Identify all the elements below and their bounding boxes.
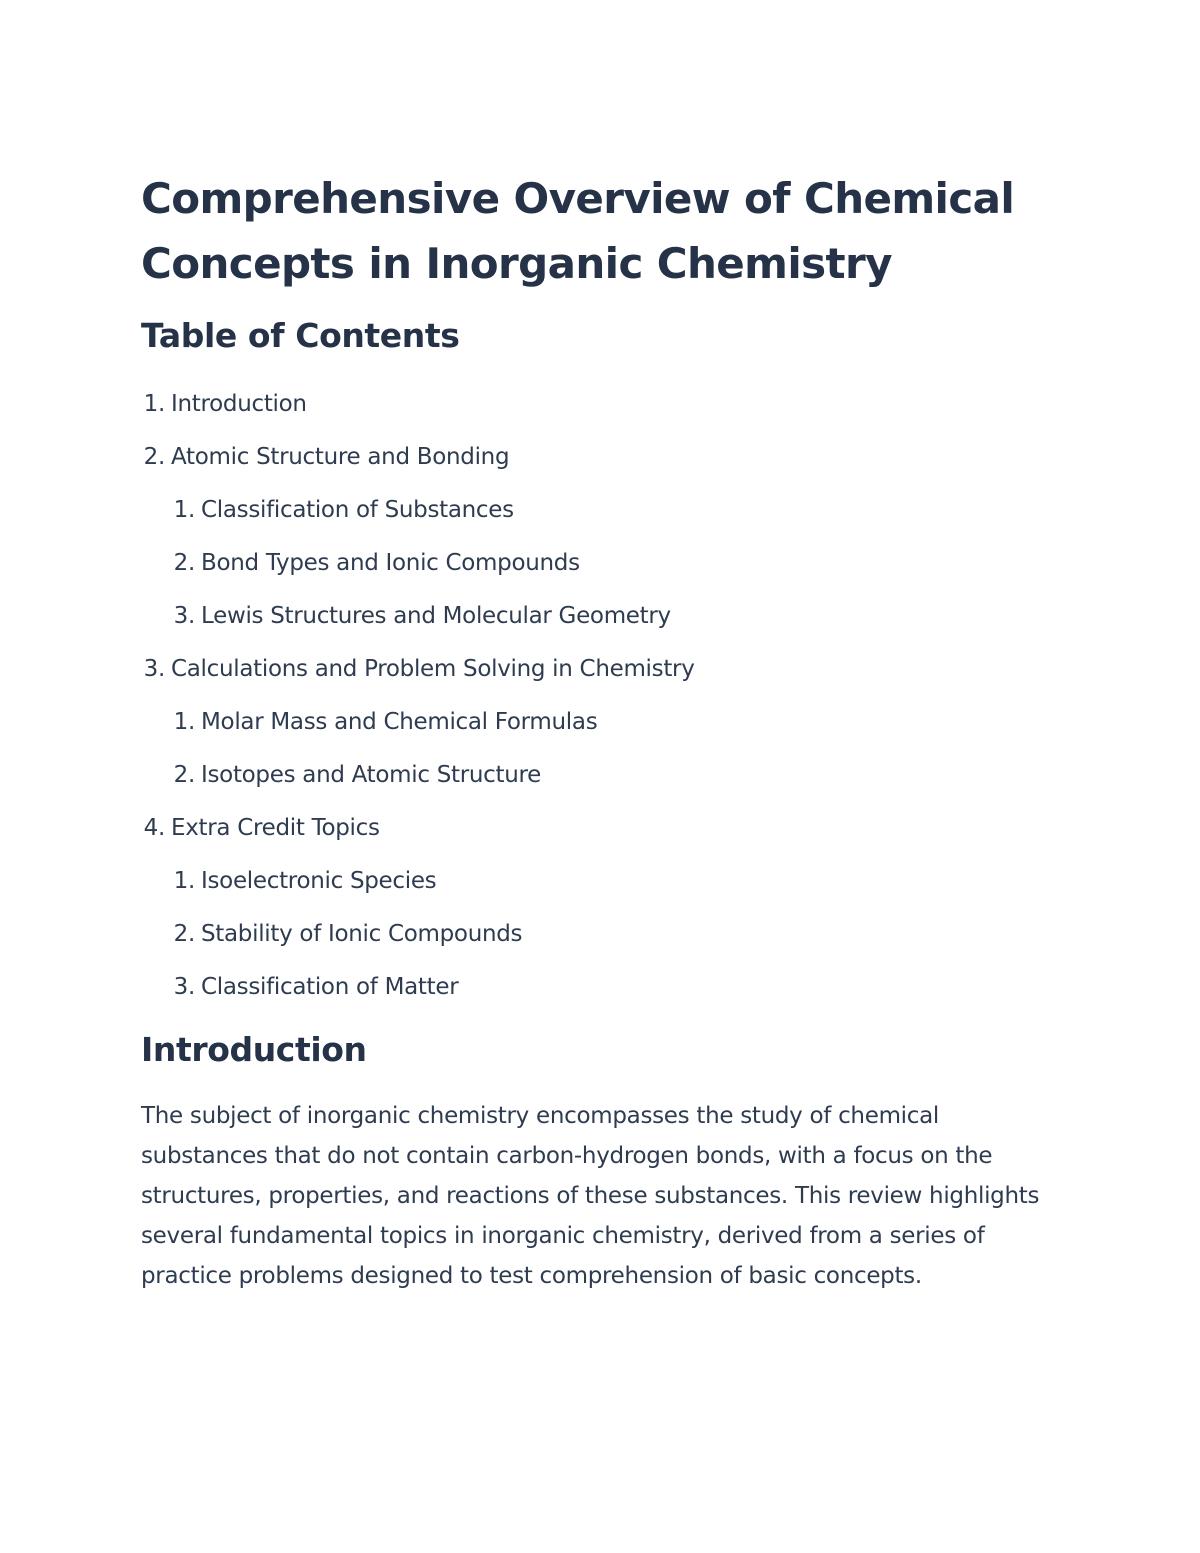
toc-item-number: 3. xyxy=(173,603,195,629)
toc-item-label: Extra Credit Topics xyxy=(171,815,380,841)
toc-item-number: 1. xyxy=(173,868,195,894)
toc-item-molar-mass[interactable] xyxy=(141,696,1061,749)
toc-item-number: 1. xyxy=(173,497,195,523)
toc-item-atomic-structure-and-bonding[interactable] xyxy=(141,431,1061,484)
toc-item-isotopes[interactable] xyxy=(141,749,1061,802)
toc-item-label: Bond Types and Ionic Compounds xyxy=(201,550,580,576)
toc-item-stability[interactable] xyxy=(141,908,1061,961)
toc-item-label: Stability of Ionic Compounds xyxy=(201,921,523,947)
toc-item-label: Lewis Structures and Molecular Geometry xyxy=(201,603,671,629)
toc-item-label: Classification of Matter xyxy=(201,974,459,1000)
toc-heading: Table of Contents xyxy=(141,316,460,355)
toc-item-number: 3. xyxy=(173,974,195,1000)
toc-item-isoelectronic-species[interactable] xyxy=(141,855,1061,908)
toc-item-number: 4. xyxy=(143,815,165,841)
toc-item-classification-of-matter[interactable] xyxy=(141,961,1061,1014)
toc-item-bond-types[interactable] xyxy=(141,537,1061,590)
document-title: Comprehensive Overview of Chemical Concepts in Inorganic Chemistry xyxy=(141,174,1015,288)
toc-item-number: 1. xyxy=(173,709,195,735)
toc-item-label: Isoelectronic Species xyxy=(201,868,437,894)
toc-item-number: 2. xyxy=(143,444,165,470)
toc-item-number: 2. xyxy=(173,921,195,947)
toc-item-label: Classification of Substances xyxy=(201,497,514,523)
toc-item-label: Introduction xyxy=(171,391,307,417)
toc-item-label: Isotopes and Atomic Structure xyxy=(201,762,542,788)
toc-item-label: Atomic Structure and Bonding xyxy=(171,444,510,470)
table-of-contents xyxy=(141,378,1061,1014)
toc-item-classification-of-substances[interactable] xyxy=(141,484,1061,537)
toc-item-number: 2. xyxy=(173,550,195,576)
toc-item-extra-credit[interactable] xyxy=(141,802,1061,855)
toc-item-lewis-structures[interactable] xyxy=(141,590,1061,643)
toc-item-calculations[interactable] xyxy=(141,643,1061,696)
toc-item-label: Molar Mass and Chemical Formulas xyxy=(201,709,598,735)
toc-item-introduction[interactable] xyxy=(141,378,1061,431)
toc-item-number: 2. xyxy=(173,762,195,788)
toc-item-label: Calculations and Problem Solving in Chemistry xyxy=(171,656,695,682)
introduction-paragraph: The subject of inorganic chemistry encompasses the study of chemical substances that do not contain carbon-hydrogen bonds, with a focus on the structures, properties, and reactions of these substances. This review highlights several fundamental topics in inorganic chemistry, derived from a series of practice problems designed to test comprehension of basic concepts. xyxy=(141,1103,1040,1289)
toc-item-number: 1. xyxy=(143,391,165,417)
toc-item-number: 3. xyxy=(143,656,165,682)
document-page xyxy=(141,166,1061,1296)
introduction-heading: Introduction xyxy=(141,1030,367,1069)
